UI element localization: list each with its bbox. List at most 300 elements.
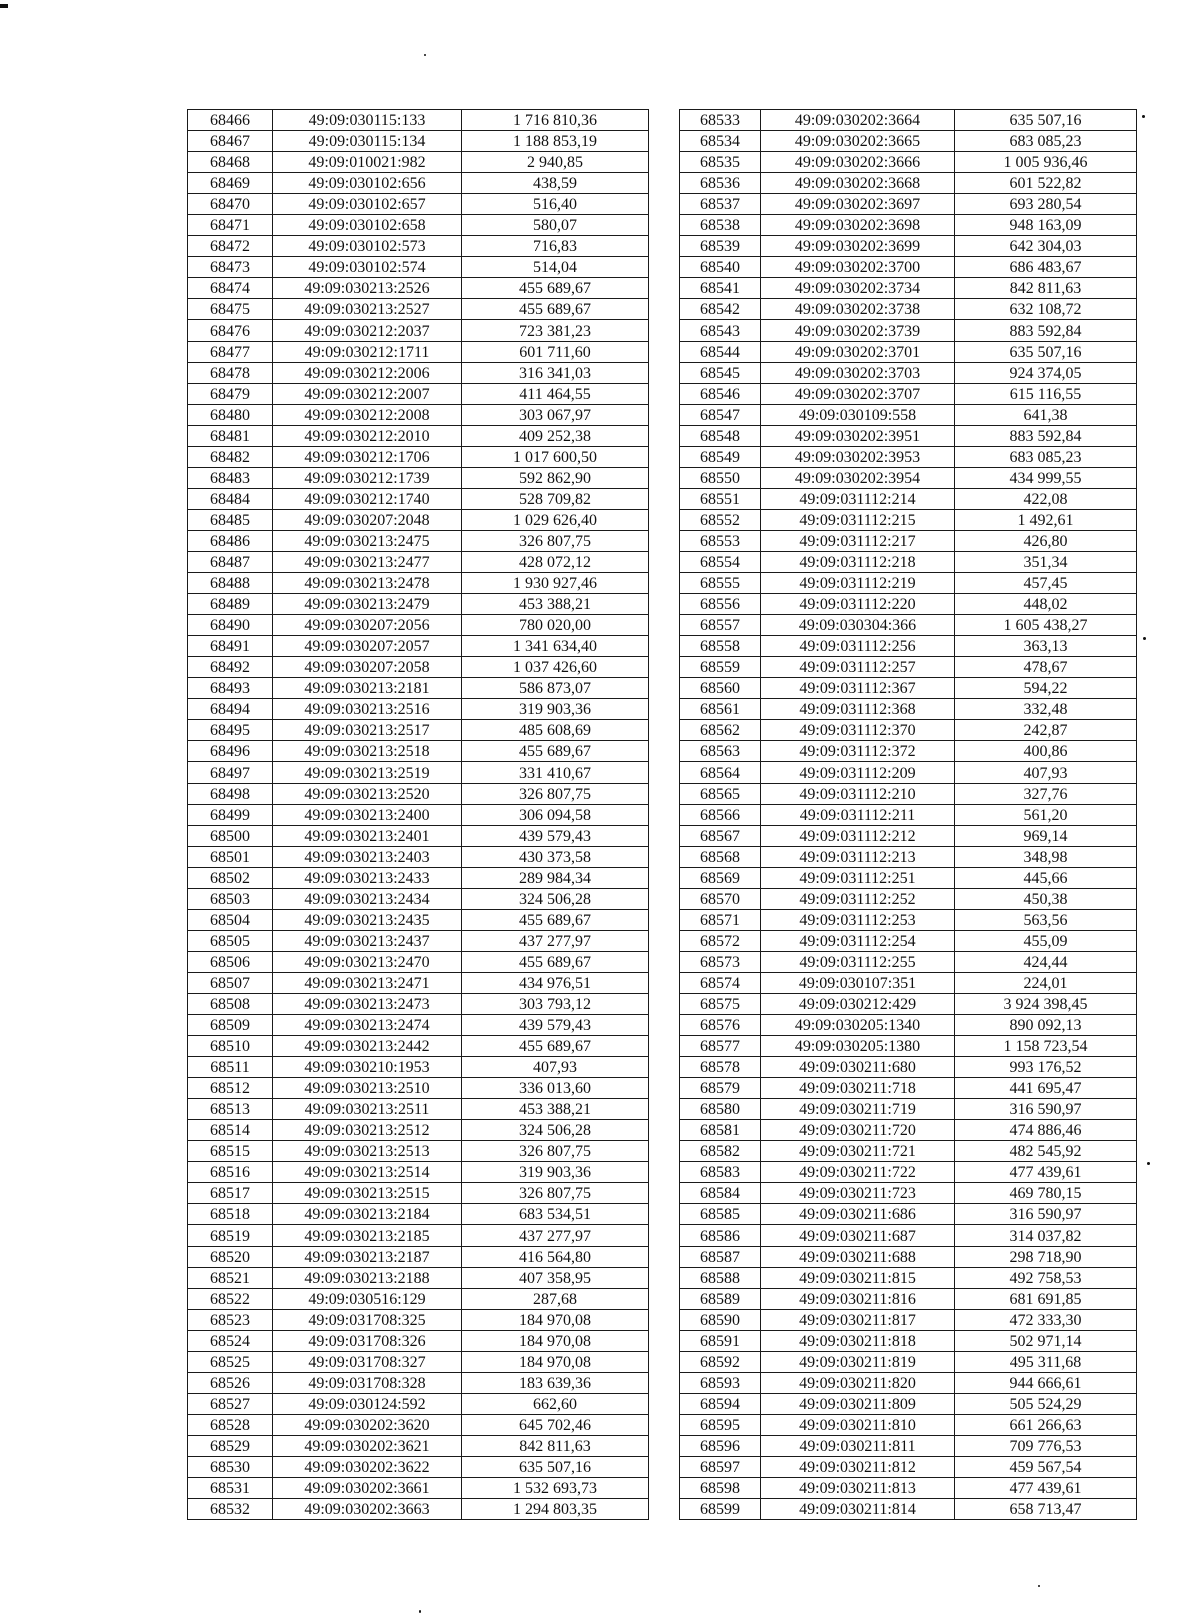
cell-cadastral-number: 49:09:030211:818 xyxy=(761,1330,955,1351)
cell-cadastral-number: 49:09:030211:819 xyxy=(761,1351,955,1372)
cell-number: 68492 xyxy=(188,657,273,678)
cell-cadastral-number: 49:09:030212:429 xyxy=(761,993,955,1014)
table-row xyxy=(188,825,649,846)
cell-value: 184 970,08 xyxy=(462,1330,649,1351)
cell-number: 68531 xyxy=(188,1478,273,1499)
cell-cadastral-number: 49:09:030115:133 xyxy=(273,110,462,131)
cell-number: 68564 xyxy=(680,762,761,783)
cell-cadastral-number: 49:09:031112:368 xyxy=(761,699,955,720)
table-row xyxy=(188,720,649,741)
cell-value: 1 492,61 xyxy=(955,509,1137,530)
table-row xyxy=(680,362,1137,383)
table-row xyxy=(680,446,1137,467)
table-row xyxy=(188,657,649,678)
table-row xyxy=(188,699,649,720)
table-row xyxy=(188,1267,649,1288)
cell-number: 68568 xyxy=(680,846,761,867)
cell-value: 601 522,82 xyxy=(955,173,1137,194)
cell-value: 635 507,16 xyxy=(955,341,1137,362)
table-row xyxy=(188,804,649,825)
table-row xyxy=(680,888,1137,909)
cell-number: 68477 xyxy=(188,341,273,362)
scan-dot xyxy=(1038,1585,1040,1587)
cell-number: 68535 xyxy=(680,152,761,173)
cell-cadastral-number: 49:09:030205:1380 xyxy=(761,1036,955,1057)
table-row xyxy=(680,425,1137,446)
cell-cadastral-number: 49:09:030212:2006 xyxy=(273,362,462,383)
cell-value: 883 592,84 xyxy=(955,320,1137,341)
cell-cadastral-number: 49:09:030213:2511 xyxy=(273,1099,462,1120)
table-row xyxy=(188,951,649,972)
table-row xyxy=(188,425,649,446)
table-row xyxy=(188,678,649,699)
cell-value: 2 940,85 xyxy=(462,152,649,173)
cell-value: 287,68 xyxy=(462,1288,649,1309)
cell-cadastral-number: 49:09:030212:1711 xyxy=(273,341,462,362)
scan-dot xyxy=(419,1610,421,1613)
table-row xyxy=(680,1204,1137,1225)
cell-number: 68585 xyxy=(680,1204,761,1225)
cell-cadastral-number: 49:09:030211:811 xyxy=(761,1435,955,1456)
cell-number: 68576 xyxy=(680,1015,761,1036)
table-row xyxy=(680,1015,1137,1036)
cell-value: 723 381,23 xyxy=(462,320,649,341)
cell-cadastral-number: 49:09:030202:3699 xyxy=(761,236,955,257)
table-row xyxy=(680,1499,1137,1520)
table-row xyxy=(680,194,1137,215)
cell-value: 407,93 xyxy=(955,762,1137,783)
cell-number: 68567 xyxy=(680,825,761,846)
table-row xyxy=(680,1057,1137,1078)
cell-value: 615 116,55 xyxy=(955,383,1137,404)
cell-number: 68524 xyxy=(188,1330,273,1351)
table-row xyxy=(188,888,649,909)
cell-value: 319 903,36 xyxy=(462,1162,649,1183)
table-row xyxy=(188,488,649,509)
cell-cadastral-number: 49:09:030211:815 xyxy=(761,1267,955,1288)
cell-value: 316 341,03 xyxy=(462,362,649,383)
cell-number: 68514 xyxy=(188,1120,273,1141)
cell-value: 407,93 xyxy=(462,1057,649,1078)
cell-cadastral-number: 49:09:030212:1740 xyxy=(273,488,462,509)
cell-number: 68539 xyxy=(680,236,761,257)
cell-cadastral-number: 49:09:030109:558 xyxy=(761,404,955,425)
cell-value: 492 758,53 xyxy=(955,1267,1137,1288)
cell-number: 68483 xyxy=(188,467,273,488)
cell-number: 68536 xyxy=(680,173,761,194)
table-row xyxy=(680,1457,1137,1478)
cell-number: 68558 xyxy=(680,636,761,657)
cell-number: 68504 xyxy=(188,909,273,930)
table-row xyxy=(188,1457,649,1478)
cell-number: 68466 xyxy=(188,110,273,131)
cell-value: 709 776,53 xyxy=(955,1435,1137,1456)
table-row xyxy=(188,131,649,152)
cell-cadastral-number: 49:09:031112:372 xyxy=(761,741,955,762)
cell-cadastral-number: 49:09:031112:211 xyxy=(761,804,955,825)
cell-number: 68590 xyxy=(680,1309,761,1330)
cadastral-table-right xyxy=(679,109,1137,1520)
cell-cadastral-number: 49:09:030202:3954 xyxy=(761,467,955,488)
cell-value: 601 711,60 xyxy=(462,341,649,362)
cell-cadastral-number: 49:09:031112:215 xyxy=(761,509,955,530)
cell-cadastral-number: 49:09:030202:3951 xyxy=(761,425,955,446)
cell-number: 68593 xyxy=(680,1372,761,1393)
cell-number: 68526 xyxy=(188,1372,273,1393)
table-row xyxy=(188,1351,649,1372)
cell-value: 426,80 xyxy=(955,530,1137,551)
table-row xyxy=(188,1183,649,1204)
cell-cadastral-number: 49:09:030213:2403 xyxy=(273,846,462,867)
cell-value: 363,13 xyxy=(955,636,1137,657)
table-row xyxy=(680,1435,1137,1456)
table-row xyxy=(680,1414,1137,1435)
table-row xyxy=(680,1393,1137,1414)
cell-value: 1 005 936,46 xyxy=(955,152,1137,173)
table-row xyxy=(188,1204,649,1225)
cell-value: 635 507,16 xyxy=(462,1457,649,1478)
cell-cadastral-number: 49:09:030211:810 xyxy=(761,1414,955,1435)
cell-value: 424,44 xyxy=(955,951,1137,972)
cell-number: 68592 xyxy=(680,1351,761,1372)
table-row xyxy=(188,1499,649,1520)
cell-value: 1 341 634,40 xyxy=(462,636,649,657)
cell-value: 495 311,68 xyxy=(955,1351,1137,1372)
cell-number: 68487 xyxy=(188,551,273,572)
table-row xyxy=(680,699,1137,720)
cell-value: 842 811,63 xyxy=(462,1435,649,1456)
cell-cadastral-number: 49:09:030516:129 xyxy=(273,1288,462,1309)
cell-number: 68497 xyxy=(188,762,273,783)
table-row xyxy=(188,299,649,320)
cell-value: 332,48 xyxy=(955,699,1137,720)
cell-value: 430 373,58 xyxy=(462,846,649,867)
cell-number: 68591 xyxy=(680,1330,761,1351)
cell-value: 592 862,90 xyxy=(462,467,649,488)
cell-cadastral-number: 49:09:030102:574 xyxy=(273,257,462,278)
cell-number: 68544 xyxy=(680,341,761,362)
table-row xyxy=(188,1435,649,1456)
cell-value: 409 252,38 xyxy=(462,425,649,446)
cell-value: 1 037 426,60 xyxy=(462,657,649,678)
cell-value: 948 163,09 xyxy=(955,215,1137,236)
cell-number: 68496 xyxy=(188,741,273,762)
cell-cadastral-number: 49:09:030213:2187 xyxy=(273,1246,462,1267)
cell-value: 457,45 xyxy=(955,573,1137,594)
cell-value: 924 374,05 xyxy=(955,362,1137,383)
cell-number: 68516 xyxy=(188,1162,273,1183)
cell-cadastral-number: 49:09:030213:2478 xyxy=(273,573,462,594)
cell-value: 434 999,55 xyxy=(955,467,1137,488)
scan-dot xyxy=(1142,115,1145,118)
cell-number: 68485 xyxy=(188,509,273,530)
cell-cadastral-number: 49:09:030102:657 xyxy=(273,194,462,215)
cell-cadastral-number: 49:09:030202:3666 xyxy=(761,152,955,173)
table-row xyxy=(680,467,1137,488)
table-row xyxy=(188,320,649,341)
table-row xyxy=(680,299,1137,320)
cell-value: 453 388,21 xyxy=(462,594,649,615)
cell-cadastral-number: 49:09:030212:1739 xyxy=(273,467,462,488)
cell-cadastral-number: 49:09:030211:687 xyxy=(761,1225,955,1246)
cell-number: 68491 xyxy=(188,636,273,657)
cell-cadastral-number: 49:09:030213:2474 xyxy=(273,1015,462,1036)
cell-cadastral-number: 49:09:030210:1953 xyxy=(273,1057,462,1078)
cell-cadastral-number: 49:09:030213:2518 xyxy=(273,741,462,762)
table-row xyxy=(188,1120,649,1141)
table-row xyxy=(680,1099,1137,1120)
cell-value: 686 483,67 xyxy=(955,257,1137,278)
cell-cadastral-number: 49:09:030212:1706 xyxy=(273,446,462,467)
cell-number: 68561 xyxy=(680,699,761,720)
table-row xyxy=(188,173,649,194)
cell-value: 242,87 xyxy=(955,720,1137,741)
cell-number: 68572 xyxy=(680,930,761,951)
cell-cadastral-number: 49:09:030202:3621 xyxy=(273,1435,462,1456)
cell-cadastral-number: 49:09:030202:3701 xyxy=(761,341,955,362)
table-row xyxy=(188,236,649,257)
cell-value: 586 873,07 xyxy=(462,678,649,699)
table-row xyxy=(188,1141,649,1162)
cell-cadastral-number: 49:09:031708:327 xyxy=(273,1351,462,1372)
cell-cadastral-number: 49:09:030213:2434 xyxy=(273,888,462,909)
cell-value: 993 176,52 xyxy=(955,1057,1137,1078)
table-row xyxy=(188,1414,649,1435)
table-row xyxy=(188,636,649,657)
cell-cadastral-number: 49:09:031112:252 xyxy=(761,888,955,909)
cell-number: 68596 xyxy=(680,1435,761,1456)
cell-value: 683 085,23 xyxy=(955,131,1137,152)
table-row xyxy=(188,741,649,762)
cell-value: 1 017 600,50 xyxy=(462,446,649,467)
cell-number: 68468 xyxy=(188,152,273,173)
cell-value: 1 029 626,40 xyxy=(462,509,649,530)
cell-number: 68512 xyxy=(188,1078,273,1099)
table-row xyxy=(188,1330,649,1351)
cell-cadastral-number: 49:09:030202:3953 xyxy=(761,446,955,467)
cell-number: 68529 xyxy=(188,1435,273,1456)
cell-cadastral-number: 49:09:030202:3664 xyxy=(761,110,955,131)
table-row xyxy=(188,257,649,278)
cell-cadastral-number: 49:09:031112:220 xyxy=(761,594,955,615)
cell-cadastral-number: 49:09:030207:2058 xyxy=(273,657,462,678)
table-row xyxy=(680,1372,1137,1393)
cell-value: 662,60 xyxy=(462,1393,649,1414)
cell-value: 450,38 xyxy=(955,888,1137,909)
cell-number: 68580 xyxy=(680,1099,761,1120)
cell-value: 469 780,15 xyxy=(955,1183,1137,1204)
cell-value: 561,20 xyxy=(955,804,1137,825)
cell-number: 68583 xyxy=(680,1162,761,1183)
cell-cadastral-number: 49:09:031112:367 xyxy=(761,678,955,699)
cell-value: 658 713,47 xyxy=(955,1499,1137,1520)
table-row xyxy=(680,678,1137,699)
cadastral-table-left xyxy=(187,109,649,1520)
table-row xyxy=(188,1015,649,1036)
table-row xyxy=(680,636,1137,657)
cell-number: 68589 xyxy=(680,1288,761,1309)
cell-number: 68562 xyxy=(680,720,761,741)
cell-value: 437 277,97 xyxy=(462,930,649,951)
cell-number: 68475 xyxy=(188,299,273,320)
cell-value: 324 506,28 xyxy=(462,888,649,909)
table-row xyxy=(680,1036,1137,1057)
table-row xyxy=(680,110,1137,131)
cell-cadastral-number: 49:09:031112:219 xyxy=(761,573,955,594)
cell-number: 68546 xyxy=(680,383,761,404)
cell-cadastral-number: 49:09:030211:723 xyxy=(761,1183,955,1204)
cell-value: 455 689,67 xyxy=(462,951,649,972)
cell-cadastral-number: 49:09:030202:3665 xyxy=(761,131,955,152)
cell-number: 68499 xyxy=(188,804,273,825)
cell-cadastral-number: 49:09:031112:210 xyxy=(761,783,955,804)
cell-value: 693 280,54 xyxy=(955,194,1137,215)
cell-cadastral-number: 49:09:030213:2470 xyxy=(273,951,462,972)
cell-cadastral-number: 49:09:031112:213 xyxy=(761,846,955,867)
cell-number: 68501 xyxy=(188,846,273,867)
cell-cadastral-number: 49:09:031112:209 xyxy=(761,762,955,783)
cell-value: 482 545,92 xyxy=(955,1141,1137,1162)
cell-value: 514,04 xyxy=(462,257,649,278)
cell-value: 184 970,08 xyxy=(462,1309,649,1330)
table-row xyxy=(188,383,649,404)
table-row xyxy=(680,1330,1137,1351)
cell-number: 68559 xyxy=(680,657,761,678)
cell-number: 68537 xyxy=(680,194,761,215)
table-row xyxy=(680,1288,1137,1309)
cell-number: 68571 xyxy=(680,909,761,930)
cell-cadastral-number: 49:09:031112:255 xyxy=(761,951,955,972)
cell-number: 68554 xyxy=(680,551,761,572)
table-row xyxy=(680,762,1137,783)
cell-cadastral-number: 49:09:030213:2471 xyxy=(273,972,462,993)
cell-value: 477 439,61 xyxy=(955,1478,1137,1499)
cell-value: 438,59 xyxy=(462,173,649,194)
table-row xyxy=(680,1225,1137,1246)
cell-value: 641,38 xyxy=(955,404,1137,425)
cell-number: 68573 xyxy=(680,951,761,972)
table-row xyxy=(188,215,649,236)
cell-value: 944 666,61 xyxy=(955,1372,1137,1393)
table-row xyxy=(188,1162,649,1183)
cell-number: 68551 xyxy=(680,488,761,509)
cell-value: 1 158 723,54 xyxy=(955,1036,1137,1057)
cell-number: 68498 xyxy=(188,783,273,804)
cell-number: 68490 xyxy=(188,615,273,636)
cell-cadastral-number: 49:09:030202:3661 xyxy=(273,1478,462,1499)
cell-number: 68508 xyxy=(188,993,273,1014)
cell-value: 645 702,46 xyxy=(462,1414,649,1435)
table-row xyxy=(188,1246,649,1267)
table-row xyxy=(680,551,1137,572)
table-row xyxy=(680,530,1137,551)
table-row xyxy=(680,657,1137,678)
table-row xyxy=(680,236,1137,257)
cell-cadastral-number: 49:09:030211:814 xyxy=(761,1499,955,1520)
table-row xyxy=(188,867,649,888)
cell-number: 68579 xyxy=(680,1078,761,1099)
table-row xyxy=(680,1267,1137,1288)
scan-dot xyxy=(1147,1162,1150,1165)
cell-number: 68505 xyxy=(188,930,273,951)
table-row xyxy=(188,509,649,530)
table-row xyxy=(188,194,649,215)
cell-number: 68474 xyxy=(188,278,273,299)
table-row xyxy=(680,488,1137,509)
cell-value: 580,07 xyxy=(462,215,649,236)
table-row xyxy=(188,1393,649,1414)
cell-value: 472 333,30 xyxy=(955,1309,1137,1330)
table-row xyxy=(188,1225,649,1246)
cell-number: 68570 xyxy=(680,888,761,909)
cell-cadastral-number: 49:09:030211:720 xyxy=(761,1120,955,1141)
cell-cadastral-number: 49:09:030211:686 xyxy=(761,1204,955,1225)
table-row xyxy=(680,846,1137,867)
cell-number: 68532 xyxy=(188,1499,273,1520)
table-row xyxy=(680,404,1137,425)
cell-number: 68541 xyxy=(680,278,761,299)
cell-number: 68500 xyxy=(188,825,273,846)
table-row xyxy=(680,993,1137,1014)
cell-number: 68599 xyxy=(680,1499,761,1520)
cell-cadastral-number: 49:09:030211:812 xyxy=(761,1457,955,1478)
cell-number: 68597 xyxy=(680,1457,761,1478)
cell-number: 68480 xyxy=(188,404,273,425)
cell-number: 68523 xyxy=(188,1309,273,1330)
table-row xyxy=(188,1288,649,1309)
table-row xyxy=(680,909,1137,930)
cell-cadastral-number: 49:09:030102:656 xyxy=(273,173,462,194)
cell-number: 68478 xyxy=(188,362,273,383)
table-row xyxy=(188,1099,649,1120)
cell-number: 68520 xyxy=(188,1246,273,1267)
cell-number: 68525 xyxy=(188,1351,273,1372)
cell-value: 400,86 xyxy=(955,741,1137,762)
cell-cadastral-number: 49:09:030207:2057 xyxy=(273,636,462,657)
cell-value: 478,67 xyxy=(955,657,1137,678)
cell-value: 428 072,12 xyxy=(462,551,649,572)
cell-cadastral-number: 49:09:030213:2519 xyxy=(273,762,462,783)
cell-value: 683 085,23 xyxy=(955,446,1137,467)
cell-number: 68582 xyxy=(680,1141,761,1162)
cell-number: 68533 xyxy=(680,110,761,131)
cell-number: 68519 xyxy=(188,1225,273,1246)
cell-value: 316 590,97 xyxy=(955,1204,1137,1225)
cell-number: 68574 xyxy=(680,972,761,993)
cell-cadastral-number: 49:09:030213:2517 xyxy=(273,720,462,741)
cell-cadastral-number: 49:09:030213:2514 xyxy=(273,1162,462,1183)
cell-cadastral-number: 49:09:030202:3620 xyxy=(273,1414,462,1435)
table-row xyxy=(188,152,649,173)
cell-number: 68542 xyxy=(680,299,761,320)
cell-value: 459 567,54 xyxy=(955,1457,1137,1478)
cell-cadastral-number: 49:09:030213:2475 xyxy=(273,530,462,551)
cell-cadastral-number: 49:09:030213:2526 xyxy=(273,278,462,299)
cell-value: 453 388,21 xyxy=(462,1099,649,1120)
cell-cadastral-number: 49:09:030202:3703 xyxy=(761,362,955,383)
cell-cadastral-number: 49:09:030212:2007 xyxy=(273,383,462,404)
cell-value: 319 903,36 xyxy=(462,699,649,720)
table-row xyxy=(680,783,1137,804)
cell-cadastral-number: 49:09:030205:1340 xyxy=(761,1015,955,1036)
cell-cadastral-number: 49:09:030202:3668 xyxy=(761,173,955,194)
table-row xyxy=(680,509,1137,530)
table-row xyxy=(680,1246,1137,1267)
cell-number: 68528 xyxy=(188,1414,273,1435)
cell-number: 68560 xyxy=(680,678,761,699)
cell-cadastral-number: 49:09:031112:370 xyxy=(761,720,955,741)
cell-value: 455 689,67 xyxy=(462,299,649,320)
